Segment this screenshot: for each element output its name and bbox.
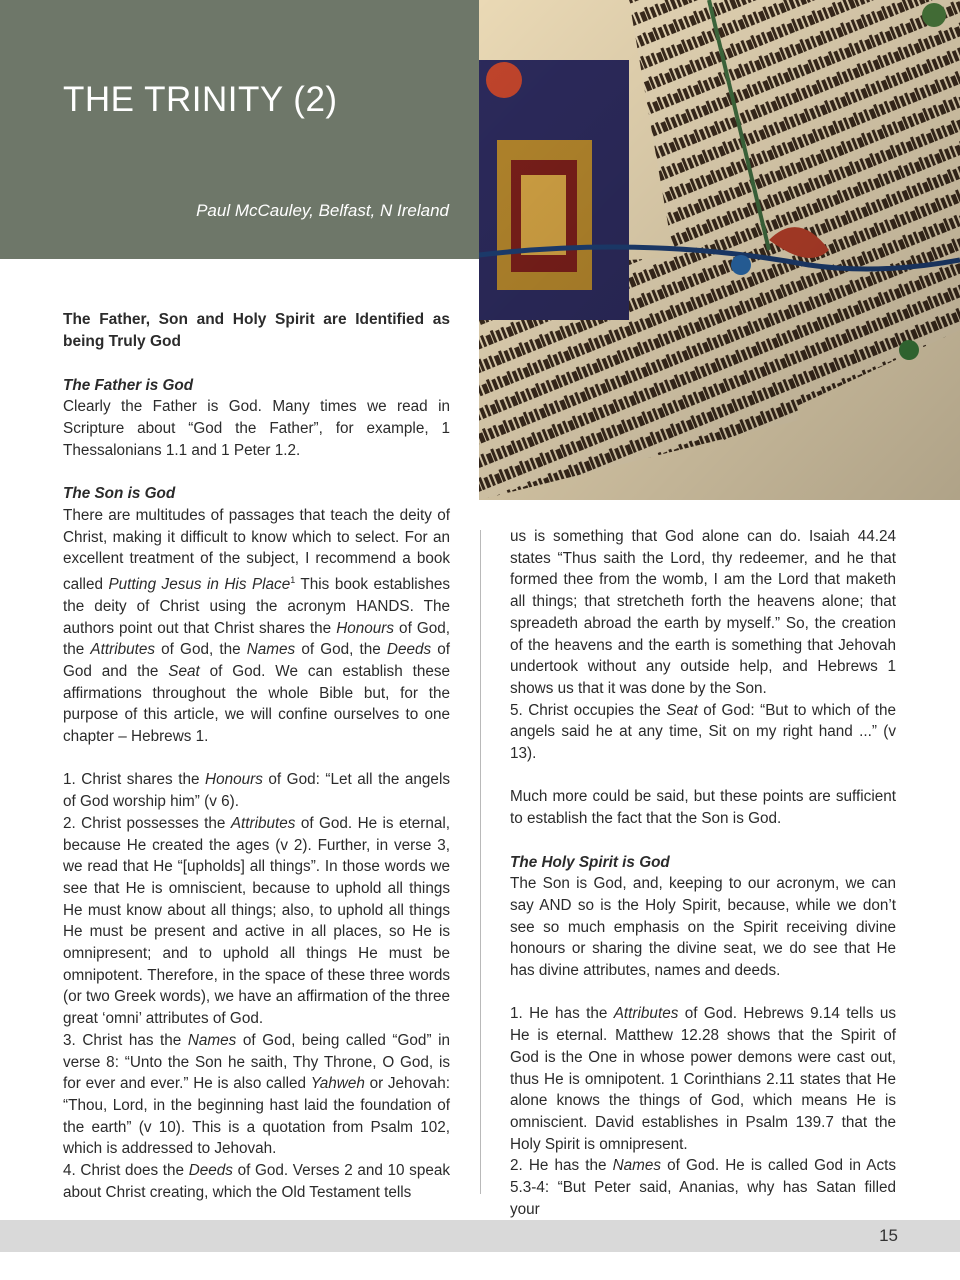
page-number: 15: [879, 1226, 898, 1245]
point-3: 3. Christ has the Names of God, being called “God” in verse 8: “Unto the Son he saith, Thy Throne, O God, is for ever and ever.” He is also called Yahweh or Jehovah: “Thou, Lord, in the beginning hast laid the foundation of the earth” (v 10). This is a quotation from Psalm 102, which is addressed to Jehovah.: [63, 1031, 450, 1158]
father-paragraph: Clearly the Father is God. Many times we read in Scripture about “God the Father”, for example, 1 Thessalonians 1.1 and 1 Peter 1.2.: [63, 398, 450, 459]
page-footer: [0, 1220, 960, 1252]
author-byline: Paul McCauley, Belfast, N Ireland: [196, 201, 449, 220]
title-panel: [0, 0, 479, 259]
point-4: 4. Christ does the Deeds of God. Verses 2 and 10 speak about Christ creating, which the Old Testament tells: [63, 1162, 450, 1201]
spirit-paragraph: The Son is God, and, keeping to our acronym, we can say AND so is the Holy Spirit, because, while we don’t see so much emphasis on the Spirit receiving divine honours or sharing the divine seat, we do see that He has divine attributes, names and deeds.: [510, 875, 896, 980]
point-2: 2. Christ possesses the Attributes of God. He is eternal, because He created the ages (v 2). Further, in verse 3, we read that He “[upholds] all things”. In those words we see that He is omniscient, because to uphold all things He must know about all things; also, to uphold all things He must be present and active in all places, so He is omnipresent; and to uphold all things He must be omnipotent. Therefore, in the space of these three words (or two Greek words), we have an affirmation of the three great ‘omni’ attributes of God.: [63, 814, 451, 1028]
spirit-point-1: 1. He has the Attributes of God. Hebrews 9.14 tells us He is eternal. Matthew 12.28 shows that the Spirit of God is the One in whose power demons were cast out, thus He is omnipotent. 1 Corinthians 2.11 states that He alone knows the things of God, which means He is omniscient. David establishes in Psalm 139.7 that the Holy Spirit is omnipresent.: [510, 1005, 896, 1153]
point-1: 1. Christ shares the Honours of God: “Let all the angels of God worship him” (v 6).: [63, 771, 450, 811]
manuscript-illustration: [479, 0, 960, 500]
conclusion-paragraph: Much more could be said, but these points are sufficient to establish the fact that the Son is God.: [510, 788, 896, 828]
spirit-point-2: 2. He has the Names of God. He is called God in Acts 5.3-4: “But Peter said, Ananias, why has Satan filled your: [510, 1157, 896, 1218]
column-divider: [480, 530, 481, 1194]
article-column-left: [63, 309, 450, 1203]
continuation-paragraph: us is something that God alone can do. Isaiah 44.24 states “Thus saith the Lord, thy redeemer, and he that formed thee from the womb, I am the Lord that maketh all things; that stretcheth forth the heavens alone; that spreadeth abroad the earth by myself.” So, the creation of the heavens and the earth is something that Jehovah undertook without any outside help, and Hebrews 1 shows us that it was done by the Son.: [510, 528, 896, 697]
son-paragraph: There are multitudes of passages that teach the deity of Christ, making it difficult to know which to select. For an excellent treatment of the subject, I recommend a book called Putting Jesus in His Place$^1$ This book establishes the deity of Christ using the acronym HANDS. The authors point out that Christ shares the Honours of God, the Attributes of God, the Names of God, the Deeds of God and the Seat of God. We can establish these affirmations throughout the whole Bible but, for the purpose of this article, we will confine ourselves to one chapter – Hebrews 1.: [63, 506, 451, 746]
article-column-right: [510, 526, 896, 1220]
section-heading: The Father, Son and Holy Spirit are Identified as being Truly God: [63, 311, 450, 350]
spirit-heading: The Holy Spirit is God: [510, 853, 670, 871]
point-5: 5. Christ occupies the Seat of God: “But to which of the angels said he at any time, Sit on my right hand ...” (v 13).: [510, 701, 896, 763]
article-title: THE TRINITY (2): [63, 80, 338, 119]
father-heading: The Father is God: [63, 376, 194, 394]
son-heading: The Son is God: [63, 485, 176, 503]
